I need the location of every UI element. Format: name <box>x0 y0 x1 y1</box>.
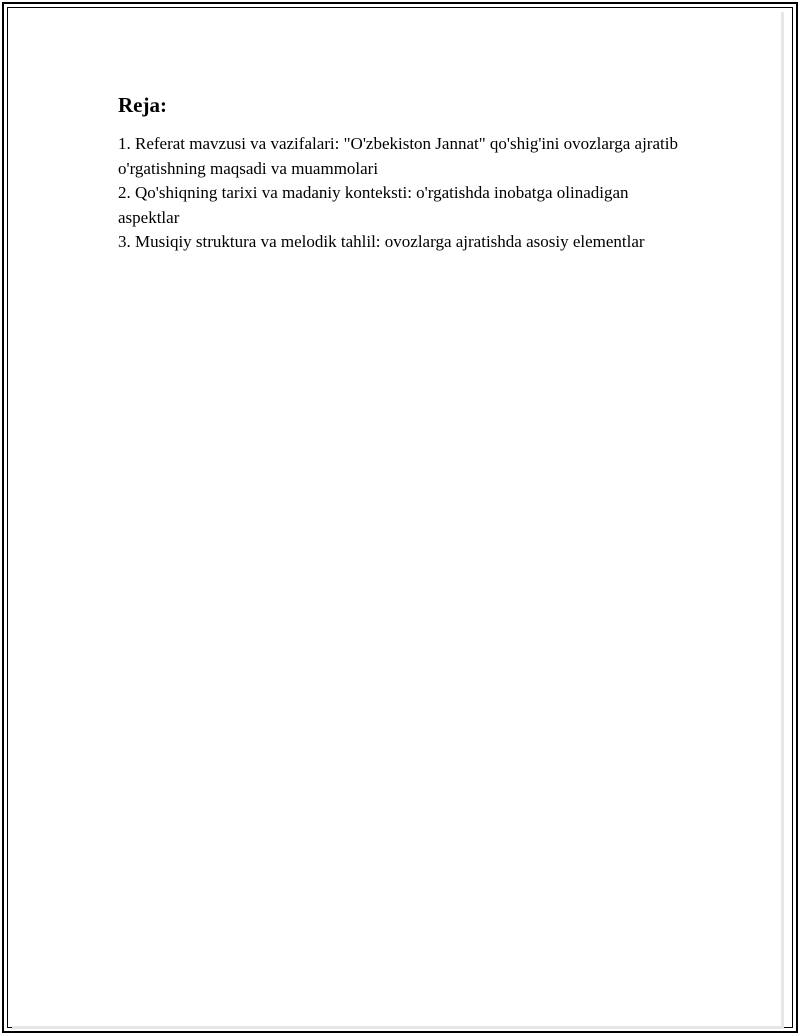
plan-heading: Reja: <box>118 93 167 117</box>
plan-item-1: 1. Referat mavzusi va vazifalari: "O'zbekiston Jannat" qo'shig'ini ovozlarga ajratib o'rgatishning maqsadi va muammolari <box>118 134 678 178</box>
document-body <box>118 90 688 255</box>
plan-list <box>118 132 688 255</box>
plan-item-2: 2. Qo'shiqning tarixi va madaniy konteksti: o'rgatishda inobatga olinadigan aspektlar <box>118 183 629 227</box>
plan-item-3: 3. Musiqiy struktura va melodik tahlil: ovozlarga ajratishda asosiy elementlar <box>118 232 645 251</box>
